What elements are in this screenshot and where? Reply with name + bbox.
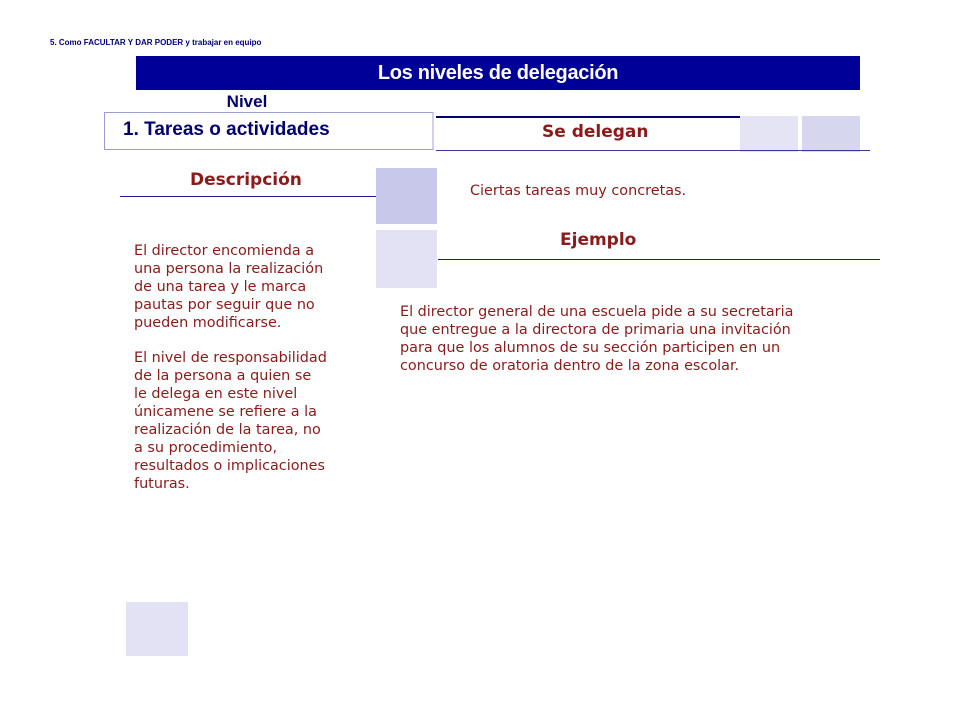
ejemplo-paragraph (400, 303, 793, 375)
ejemplo-heading: Ejemplo (560, 230, 637, 250)
text-line: que entregue a la directora de primaria una invitación (400, 322, 791, 338)
text-line: de la persona a quien se (134, 368, 312, 384)
level-box (104, 112, 434, 150)
text-line: realización de la tarea, no (134, 422, 321, 438)
text-line: le delega en este nivel (134, 386, 298, 402)
text-line: para que los alumnos de su sección participen en un (400, 340, 781, 356)
decorative-swatch (126, 602, 188, 656)
page-title: Los niveles de delegación (377, 62, 619, 84)
decorative-gap (798, 116, 802, 152)
text-line: una persona la realización (134, 261, 324, 277)
text-line: futuras. (134, 476, 190, 492)
level-heading: Nivel (226, 92, 268, 111)
decorative-square (740, 116, 798, 152)
text-line: pueden modificarse. (134, 315, 282, 331)
decorative-square (802, 116, 860, 152)
decorative-swatch (376, 168, 437, 224)
descripcion-paragraph-1 (134, 242, 323, 332)
text-line: resultados o implicaciones (134, 458, 325, 474)
title-bar (136, 56, 860, 90)
text-line: pautas por seguir que no (134, 297, 315, 313)
descripcion-heading: Descripción (190, 170, 302, 190)
text-line: El director encomienda a (134, 243, 315, 259)
slide-caption: 5. Como FACULTAR Y DAR PODER y trabajar en equipo (50, 38, 262, 47)
decorative-swatch (376, 230, 437, 288)
ejemplo-rule (438, 259, 880, 260)
text-line: El director general de una escuela pide a su secretaria (400, 304, 794, 320)
text-line: de una tarea y le marca (134, 279, 307, 295)
level-name: 1. Tareas o actividades (123, 119, 330, 140)
delegan-top-rule (436, 116, 740, 118)
text-line: concurso de oratoria dentro de la zona escolar. (400, 358, 740, 374)
delegan-bottom-rule (436, 150, 870, 151)
descripcion-paragraph-2 (134, 349, 327, 493)
descripcion-rule (120, 196, 376, 197)
text-line: El nivel de responsabilidad (134, 350, 327, 366)
se-delegan-text: Ciertas tareas muy concretas. (470, 183, 687, 199)
text-line: únicamene se refiere a la (134, 404, 317, 420)
se-delegan-heading: Se delegan (542, 122, 649, 142)
text-line: a su procedimiento, (134, 440, 278, 456)
